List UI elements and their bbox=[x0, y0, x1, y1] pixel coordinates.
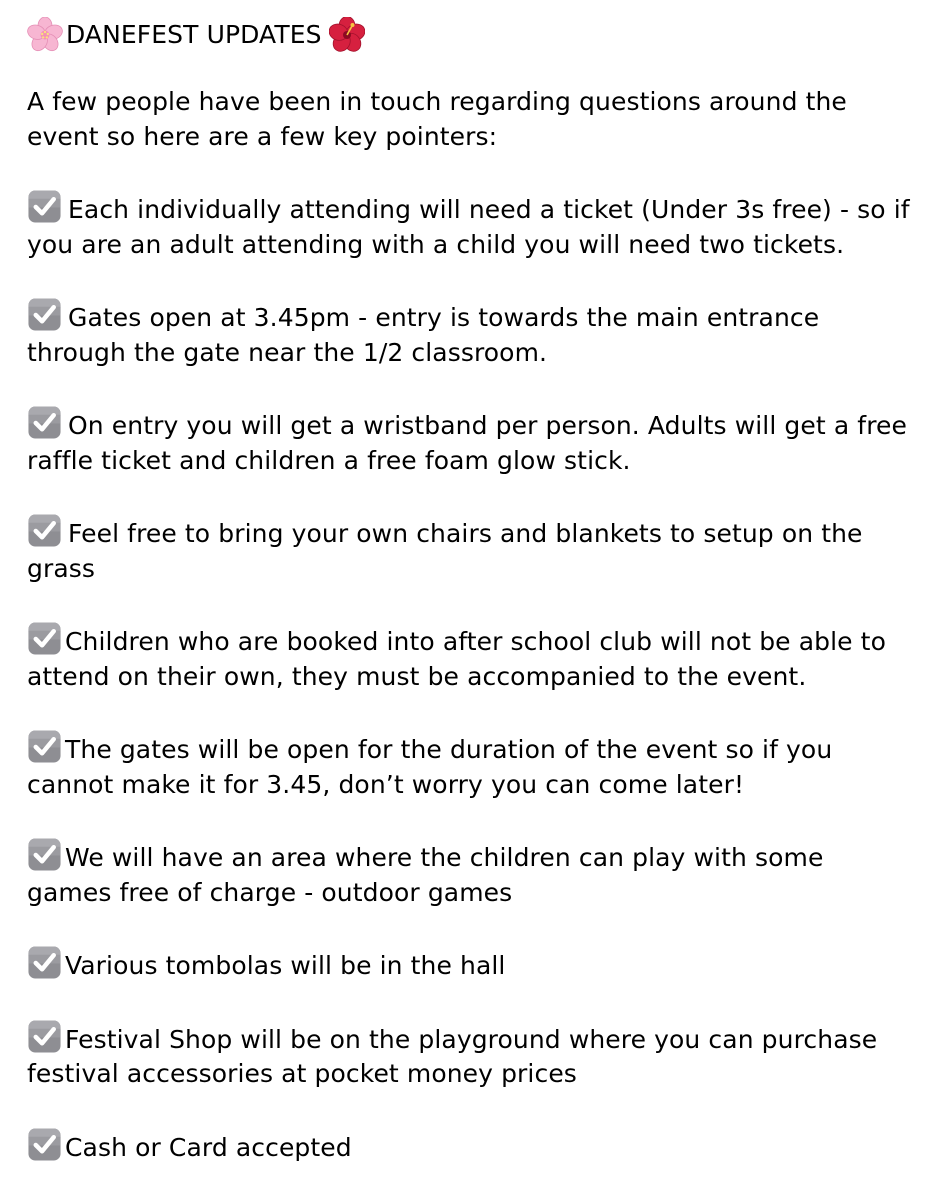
check-mark-button-icon bbox=[27, 729, 62, 764]
list-item bbox=[27, 297, 914, 370]
hibiscus-icon bbox=[329, 17, 365, 53]
check-mark-button-icon bbox=[27, 405, 62, 440]
page-title: DANEFEST UPDATES bbox=[66, 19, 322, 49]
check-mark-button-icon bbox=[27, 621, 62, 656]
list-item-text: Gates open at 3.45pm - entry is towards the main entrance through the gate near the 1/2 classroom. bbox=[27, 303, 820, 367]
check-mark-button-icon bbox=[27, 945, 62, 980]
list-item bbox=[27, 621, 914, 694]
list-item bbox=[27, 1019, 914, 1092]
list-item bbox=[27, 189, 914, 262]
list-item bbox=[27, 513, 914, 586]
check-mark-button-icon bbox=[27, 189, 62, 224]
list-item bbox=[27, 837, 914, 910]
list-item bbox=[27, 405, 914, 478]
check-mark-button-icon bbox=[27, 837, 62, 872]
title-line bbox=[27, 15, 914, 55]
list-item-text: Various tombolas will be in the hall bbox=[65, 951, 506, 980]
list-item-text: Children who are booked into after school club will not be able to attend on their own, they must be accompanied to the event. bbox=[27, 627, 886, 691]
list-item-text: On entry you will get a wristband per person. Adults will get a free raffle ticket and children a free foam glow stick. bbox=[27, 411, 907, 475]
cherry-blossom-icon bbox=[27, 17, 63, 53]
list-item-text: Feel free to bring your own chairs and blankets to setup on the grass bbox=[27, 519, 863, 583]
check-mark-button-icon bbox=[27, 513, 62, 548]
list-item bbox=[27, 1127, 914, 1166]
list-item-text: Festival Shop will be on the playground where you can purchase festival accessories at pocket money prices bbox=[27, 1024, 878, 1088]
intro-text: A few people have been in touch regarding questions around the event so here are a few key pointers: bbox=[27, 87, 847, 151]
list-item-text: We will have an area where the children can play with some games free of charge - outdoor games bbox=[27, 843, 824, 907]
list-item-text: Cash or Card accepted bbox=[65, 1132, 352, 1162]
list-item bbox=[27, 729, 914, 802]
list-item-text: Each individually attending will need a ticket (Under 3s free) - so if you are an adult attending with a child you will need two tickets. bbox=[27, 195, 910, 259]
check-mark-button-icon bbox=[27, 1019, 62, 1054]
check-mark-button-icon bbox=[27, 297, 62, 332]
pointer-list bbox=[27, 189, 914, 1165]
check-mark-button-icon bbox=[27, 1127, 62, 1162]
list-item-text: The gates will be open for the duration of the event so if you cannot make it for 3.45, don’t worry you can come later! bbox=[27, 735, 833, 799]
list-item bbox=[27, 945, 914, 984]
